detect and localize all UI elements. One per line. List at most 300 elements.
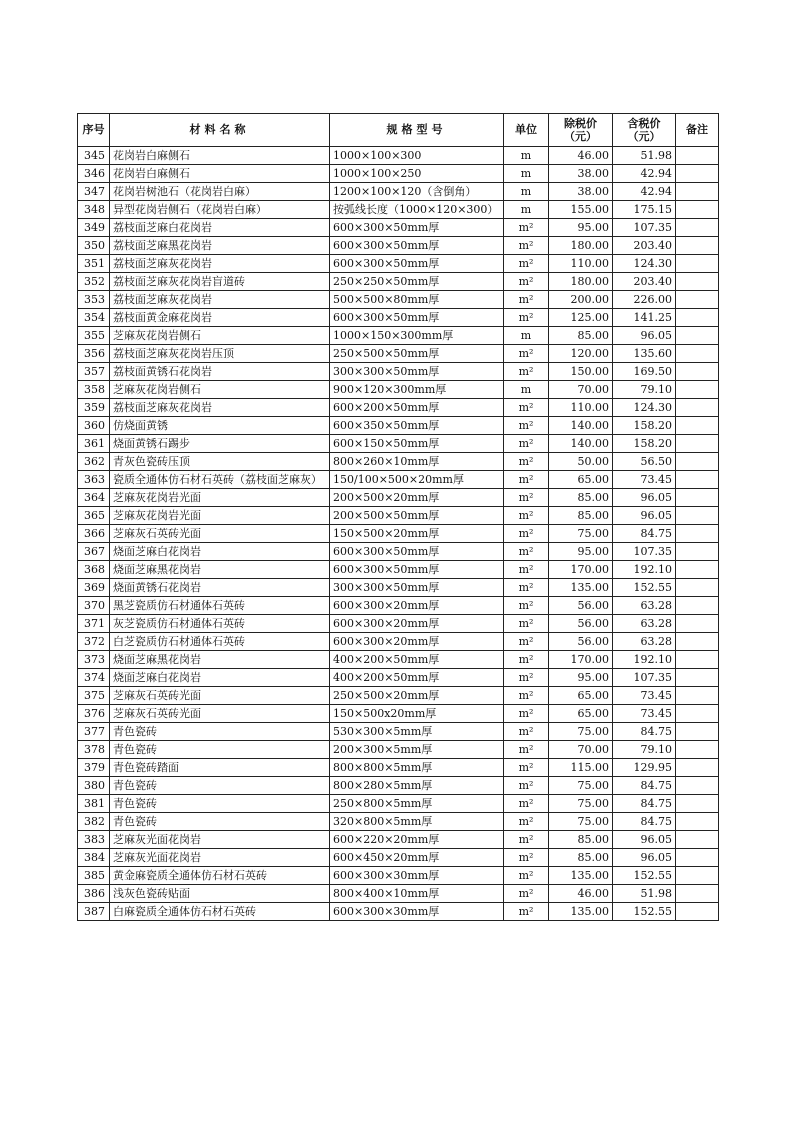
- row-spec: 400×200×50mm厚: [330, 669, 504, 687]
- row-price-ex: 46.00: [549, 147, 613, 165]
- table-row: [78, 363, 719, 381]
- table-row: [78, 723, 719, 741]
- row-unit: m²: [504, 453, 549, 471]
- row-name: 黄金麻瓷质全通体仿石材石英砖: [110, 867, 330, 885]
- row-price-ex: 50.00: [549, 453, 613, 471]
- table-row: [78, 327, 719, 345]
- row-spec: 600×300×50mm厚: [330, 309, 504, 327]
- table-row: [78, 525, 719, 543]
- table-row: [78, 165, 719, 183]
- header-price-ex: [549, 114, 613, 147]
- row-spec: 1000×100×300: [330, 147, 504, 165]
- row-name: 荔枝面黄金麻花岗岩: [110, 309, 330, 327]
- row-price-in: 96.05: [613, 849, 676, 867]
- row-name: 瓷质全通体仿石材石英砖（荔枝面芝麻灰）: [110, 471, 330, 489]
- row-price-ex: 170.00: [549, 651, 613, 669]
- row-price-in: 84.75: [613, 795, 676, 813]
- row-price-ex: 110.00: [549, 399, 613, 417]
- row-unit: m²: [504, 345, 549, 363]
- row-remark: [676, 165, 719, 183]
- table-row: [78, 597, 719, 615]
- row-spec: 1000×100×250: [330, 165, 504, 183]
- row-price-ex: 120.00: [549, 345, 613, 363]
- row-name: 青色瓷砖: [110, 723, 330, 741]
- row-name: 白麻瓷质全通体仿石材石英砖: [110, 903, 330, 921]
- row-name: 芝麻灰花岗岩光面: [110, 489, 330, 507]
- table-row: [78, 669, 719, 687]
- row-name: 灰芝瓷质仿石材通体石英砖: [110, 615, 330, 633]
- row-spec: 600×300×50mm厚: [330, 237, 504, 255]
- row-price-in: 42.94: [613, 183, 676, 201]
- row-remark: [676, 255, 719, 273]
- table-row: [78, 615, 719, 633]
- row-name: 芝麻灰光面花岗岩: [110, 831, 330, 849]
- row-unit: m²: [504, 849, 549, 867]
- row-unit: m²: [504, 759, 549, 777]
- row-no: 365: [78, 507, 110, 525]
- row-remark: [676, 453, 719, 471]
- row-no: 360: [78, 417, 110, 435]
- row-remark: [676, 849, 719, 867]
- row-price-in: 152.55: [613, 867, 676, 885]
- row-no: 371: [78, 615, 110, 633]
- row-no: 367: [78, 543, 110, 561]
- table-row: [78, 219, 719, 237]
- row-name: 荔枝面芝麻灰花岗岩盲道砖: [110, 273, 330, 291]
- row-no: 346: [78, 165, 110, 183]
- row-spec: 600×300×50mm厚: [330, 543, 504, 561]
- row-price-ex: 110.00: [549, 255, 613, 273]
- row-price-in: 158.20: [613, 417, 676, 435]
- row-unit: m²: [504, 579, 549, 597]
- row-remark: [676, 381, 719, 399]
- row-price-ex: 46.00: [549, 885, 613, 903]
- row-no: 387: [78, 903, 110, 921]
- row-name: 芝麻灰花岗岩侧石: [110, 381, 330, 399]
- row-unit: m: [504, 165, 549, 183]
- row-spec: 600×450×20mm厚: [330, 849, 504, 867]
- row-remark: [676, 687, 719, 705]
- row-price-in: 84.75: [613, 813, 676, 831]
- row-remark: [676, 759, 719, 777]
- row-remark: [676, 651, 719, 669]
- row-no: 364: [78, 489, 110, 507]
- row-unit: m²: [504, 867, 549, 885]
- row-price-in: 152.55: [613, 903, 676, 921]
- row-remark: [676, 885, 719, 903]
- table-row: [78, 345, 719, 363]
- row-unit: m²: [504, 813, 549, 831]
- row-no: 384: [78, 849, 110, 867]
- row-remark: [676, 903, 719, 921]
- row-spec: 600×300×20mm厚: [330, 597, 504, 615]
- table-row: [78, 687, 719, 705]
- row-price-ex: 65.00: [549, 687, 613, 705]
- row-name: 芝麻灰花岗岩侧石: [110, 327, 330, 345]
- row-name: 烧面黄锈石踢步: [110, 435, 330, 453]
- row-name: 烧面黄锈石花岗岩: [110, 579, 330, 597]
- row-price-in: 63.28: [613, 615, 676, 633]
- row-spec: 300×300×50mm厚: [330, 363, 504, 381]
- row-no: 379: [78, 759, 110, 777]
- row-price-ex: 170.00: [549, 561, 613, 579]
- row-unit: m: [504, 381, 549, 399]
- row-spec: 600×300×30mm厚: [330, 903, 504, 921]
- row-price-in: 84.75: [613, 777, 676, 795]
- row-remark: [676, 669, 719, 687]
- row-price-ex: 85.00: [549, 489, 613, 507]
- row-price-ex: 95.00: [549, 669, 613, 687]
- row-remark: [676, 777, 719, 795]
- row-price-ex: 155.00: [549, 201, 613, 219]
- row-name: 青色瓷砖: [110, 777, 330, 795]
- row-price-in: 192.10: [613, 561, 676, 579]
- row-remark: [676, 201, 719, 219]
- row-price-ex: 85.00: [549, 831, 613, 849]
- row-price-ex: 75.00: [549, 795, 613, 813]
- row-remark: [676, 525, 719, 543]
- row-name: 仿烧面黄锈: [110, 417, 330, 435]
- table-row: [78, 399, 719, 417]
- row-spec: 600×200×50mm厚: [330, 399, 504, 417]
- row-price-in: 226.00: [613, 291, 676, 309]
- row-remark: [676, 633, 719, 651]
- row-price-ex: 95.00: [549, 219, 613, 237]
- row-price-in: 73.45: [613, 705, 676, 723]
- row-no: 376: [78, 705, 110, 723]
- table-row: [78, 507, 719, 525]
- row-name: 荔枝面芝麻灰花岗岩压顶: [110, 345, 330, 363]
- row-unit: m: [504, 183, 549, 201]
- row-price-in: 107.35: [613, 543, 676, 561]
- row-name: 花岗岩树池石（花岗岩白麻）: [110, 183, 330, 201]
- row-name: 烧面芝麻黑花岗岩: [110, 561, 330, 579]
- row-unit: m²: [504, 651, 549, 669]
- row-price-in: 124.30: [613, 399, 676, 417]
- row-spec: 800×280×5mm厚: [330, 777, 504, 795]
- header-price-in-line1: 含税价: [627, 117, 661, 130]
- row-name: 芝麻灰花岗岩光面: [110, 507, 330, 525]
- row-no: 357: [78, 363, 110, 381]
- row-name: 青色瓷砖: [110, 741, 330, 759]
- row-price-ex: 56.00: [549, 633, 613, 651]
- row-price-ex: 70.00: [549, 741, 613, 759]
- row-remark: [676, 543, 719, 561]
- row-spec: 530×300×5mm厚: [330, 723, 504, 741]
- row-price-ex: 56.00: [549, 597, 613, 615]
- row-unit: m²: [504, 705, 549, 723]
- row-price-in: 107.35: [613, 669, 676, 687]
- row-unit: m²: [504, 669, 549, 687]
- row-name: 青灰色瓷砖压顶: [110, 453, 330, 471]
- header-name: 材料名称: [110, 114, 330, 147]
- row-remark: [676, 435, 719, 453]
- row-price-in: 96.05: [613, 489, 676, 507]
- row-price-in: 129.95: [613, 759, 676, 777]
- table-row: [78, 705, 719, 723]
- row-no: 356: [78, 345, 110, 363]
- row-price-ex: 85.00: [549, 327, 613, 345]
- row-remark: [676, 309, 719, 327]
- row-remark: [676, 399, 719, 417]
- row-name: 芝麻灰石英砖光面: [110, 525, 330, 543]
- row-unit: m²: [504, 543, 549, 561]
- row-spec: 150/100×500×20mm厚: [330, 471, 504, 489]
- row-remark: [676, 705, 719, 723]
- row-price-in: 141.25: [613, 309, 676, 327]
- row-spec: 800×400×10mm厚: [330, 885, 504, 903]
- row-price-in: 158.20: [613, 435, 676, 453]
- row-price-in: 73.45: [613, 687, 676, 705]
- row-unit: m²: [504, 435, 549, 453]
- row-name: 青色瓷砖: [110, 795, 330, 813]
- row-spec: 300×300×50mm厚: [330, 579, 504, 597]
- header-price-in: [613, 114, 676, 147]
- row-no: 381: [78, 795, 110, 813]
- row-price-ex: 85.00: [549, 849, 613, 867]
- row-price-ex: 38.00: [549, 183, 613, 201]
- row-no: 350: [78, 237, 110, 255]
- row-price-ex: 75.00: [549, 777, 613, 795]
- row-unit: m²: [504, 471, 549, 489]
- row-no: 347: [78, 183, 110, 201]
- table-row: [78, 309, 719, 327]
- row-spec: 600×300×50mm厚: [330, 255, 504, 273]
- table-row: [78, 885, 719, 903]
- row-name: 黑芝瓷质仿石材通体石英砖: [110, 597, 330, 615]
- row-no: 368: [78, 561, 110, 579]
- row-unit: m²: [504, 597, 549, 615]
- row-no: 383: [78, 831, 110, 849]
- row-no: 355: [78, 327, 110, 345]
- row-spec: 800×800×5mm厚: [330, 759, 504, 777]
- row-price-ex: 200.00: [549, 291, 613, 309]
- table-row: [78, 255, 719, 273]
- row-price-in: 192.10: [613, 651, 676, 669]
- row-unit: m²: [504, 633, 549, 651]
- row-remark: [676, 795, 719, 813]
- table-row: [78, 759, 719, 777]
- row-no: 375: [78, 687, 110, 705]
- row-price-in: 175.15: [613, 201, 676, 219]
- row-no: 361: [78, 435, 110, 453]
- row-price-ex: 75.00: [549, 723, 613, 741]
- row-spec: 600×150×50mm厚: [330, 435, 504, 453]
- row-remark: [676, 723, 719, 741]
- row-spec: 250×500×20mm厚: [330, 687, 504, 705]
- price-table: [77, 113, 719, 921]
- row-unit: m²: [504, 417, 549, 435]
- row-spec: 600×300×50mm厚: [330, 219, 504, 237]
- table-row: [78, 273, 719, 291]
- row-price-ex: 115.00: [549, 759, 613, 777]
- row-name: 荔枝面芝麻灰花岗岩: [110, 255, 330, 273]
- row-price-in: 96.05: [613, 507, 676, 525]
- row-price-ex: 56.00: [549, 615, 613, 633]
- row-price-in: 42.94: [613, 165, 676, 183]
- row-price-in: 203.40: [613, 237, 676, 255]
- table-row: [78, 561, 719, 579]
- row-spec: 250×800×5mm厚: [330, 795, 504, 813]
- row-unit: m: [504, 327, 549, 345]
- row-no: 372: [78, 633, 110, 651]
- row-remark: [676, 489, 719, 507]
- header-spec: 规格型号: [330, 114, 504, 147]
- table-row: [78, 813, 719, 831]
- row-price-in: 56.50: [613, 453, 676, 471]
- row-price-ex: 140.00: [549, 435, 613, 453]
- row-remark: [676, 561, 719, 579]
- table-row: [78, 381, 719, 399]
- table-row: [78, 183, 719, 201]
- row-price-in: 79.10: [613, 381, 676, 399]
- row-unit: m²: [504, 489, 549, 507]
- row-remark: [676, 273, 719, 291]
- row-no: 374: [78, 669, 110, 687]
- row-no: 362: [78, 453, 110, 471]
- row-price-in: 84.75: [613, 723, 676, 741]
- row-unit: m²: [504, 777, 549, 795]
- row-price-in: 203.40: [613, 273, 676, 291]
- header-price-ex-line2: （元）: [564, 130, 597, 143]
- row-price-in: 51.98: [613, 147, 676, 165]
- row-no: 369: [78, 579, 110, 597]
- row-price-ex: 38.00: [549, 165, 613, 183]
- row-remark: [676, 237, 719, 255]
- row-price-ex: 135.00: [549, 903, 613, 921]
- table-row: [78, 201, 719, 219]
- row-unit: m²: [504, 291, 549, 309]
- row-remark: [676, 219, 719, 237]
- row-unit: m²: [504, 363, 549, 381]
- row-remark: [676, 327, 719, 345]
- row-price-ex: 140.00: [549, 417, 613, 435]
- row-spec: 500×500×80mm厚: [330, 291, 504, 309]
- row-unit: m²: [504, 615, 549, 633]
- row-no: 386: [78, 885, 110, 903]
- table-row: [78, 147, 719, 165]
- row-unit: m²: [504, 561, 549, 579]
- row-remark: [676, 615, 719, 633]
- table-row: [78, 867, 719, 885]
- row-name: 荔枝面黄锈石花岗岩: [110, 363, 330, 381]
- row-no: 382: [78, 813, 110, 831]
- row-unit: m²: [504, 219, 549, 237]
- row-no: 349: [78, 219, 110, 237]
- row-unit: m²: [504, 273, 549, 291]
- row-spec: 250×500×50mm厚: [330, 345, 504, 363]
- row-spec: 按弧线长度（1000×120×300）: [330, 201, 504, 219]
- row-spec: 800×260×10mm厚: [330, 453, 504, 471]
- row-unit: m²: [504, 525, 549, 543]
- row-no: 352: [78, 273, 110, 291]
- row-name: 烧面芝麻白花岗岩: [110, 543, 330, 561]
- row-spec: 150×500x20mm厚: [330, 705, 504, 723]
- row-name: 白芝瓷质仿石材通体石英砖: [110, 633, 330, 651]
- row-spec: 200×300×5mm厚: [330, 741, 504, 759]
- row-name: 荔枝面芝麻白花岗岩: [110, 219, 330, 237]
- table-row: [78, 453, 719, 471]
- row-no: 380: [78, 777, 110, 795]
- table-row: [78, 903, 719, 921]
- row-unit: m: [504, 147, 549, 165]
- table-row: [78, 471, 719, 489]
- row-remark: [676, 183, 719, 201]
- row-name: 芝麻灰光面花岗岩: [110, 849, 330, 867]
- row-spec: 600×300×30mm厚: [330, 867, 504, 885]
- table-row: [78, 651, 719, 669]
- row-remark: [676, 597, 719, 615]
- row-price-in: 124.30: [613, 255, 676, 273]
- header-price-in-line2: （元）: [627, 130, 661, 143]
- table-row: [78, 633, 719, 651]
- row-no: 351: [78, 255, 110, 273]
- row-spec: 150×500×20mm厚: [330, 525, 504, 543]
- row-name: 荔枝面芝麻灰花岗岩: [110, 291, 330, 309]
- row-price-ex: 75.00: [549, 813, 613, 831]
- row-spec: 600×300×20mm厚: [330, 615, 504, 633]
- row-unit: m²: [504, 255, 549, 273]
- row-no: 353: [78, 291, 110, 309]
- row-price-in: 135.60: [613, 345, 676, 363]
- row-price-ex: 95.00: [549, 543, 613, 561]
- row-name: 烧面芝麻白花岗岩: [110, 669, 330, 687]
- row-price-ex: 65.00: [549, 471, 613, 489]
- row-no: 385: [78, 867, 110, 885]
- row-no: 373: [78, 651, 110, 669]
- row-unit: m²: [504, 885, 549, 903]
- row-price-in: 96.05: [613, 831, 676, 849]
- table-row: [78, 777, 719, 795]
- row-name: 异型花岗岩侧石（花岗岩白麻）: [110, 201, 330, 219]
- row-spec: 200×500×50mm厚: [330, 507, 504, 525]
- row-remark: [676, 579, 719, 597]
- row-name: 青色瓷砖: [110, 813, 330, 831]
- row-price-in: 63.28: [613, 597, 676, 615]
- row-no: 359: [78, 399, 110, 417]
- row-price-ex: 125.00: [549, 309, 613, 327]
- row-price-ex: 65.00: [549, 705, 613, 723]
- row-name: 花岗岩白麻侧石: [110, 147, 330, 165]
- row-price-ex: 180.00: [549, 273, 613, 291]
- row-spec: 600×350×50mm厚: [330, 417, 504, 435]
- row-price-in: 79.10: [613, 741, 676, 759]
- row-remark: [676, 471, 719, 489]
- row-name: 青色瓷砖踏面: [110, 759, 330, 777]
- row-spec: 400×200×50mm厚: [330, 651, 504, 669]
- row-spec: 600×300×20mm厚: [330, 633, 504, 651]
- row-name: 荔枝面芝麻灰花岗岩: [110, 399, 330, 417]
- row-remark: [676, 813, 719, 831]
- row-unit: m²: [504, 723, 549, 741]
- row-name: 浅灰色瓷砖贴面: [110, 885, 330, 903]
- row-no: 345: [78, 147, 110, 165]
- row-name: 烧面芝麻黑花岗岩: [110, 651, 330, 669]
- row-unit: m: [504, 201, 549, 219]
- table-row: [78, 291, 719, 309]
- row-remark: [676, 363, 719, 381]
- row-remark: [676, 831, 719, 849]
- row-price-in: 84.75: [613, 525, 676, 543]
- row-remark: [676, 507, 719, 525]
- row-unit: m²: [504, 795, 549, 813]
- header-no: 序号: [78, 114, 110, 147]
- row-price-in: 152.55: [613, 579, 676, 597]
- row-unit: m²: [504, 309, 549, 327]
- row-spec: 250×250×50mm厚: [330, 273, 504, 291]
- table-row: [78, 237, 719, 255]
- header-remark: 备注: [676, 114, 719, 147]
